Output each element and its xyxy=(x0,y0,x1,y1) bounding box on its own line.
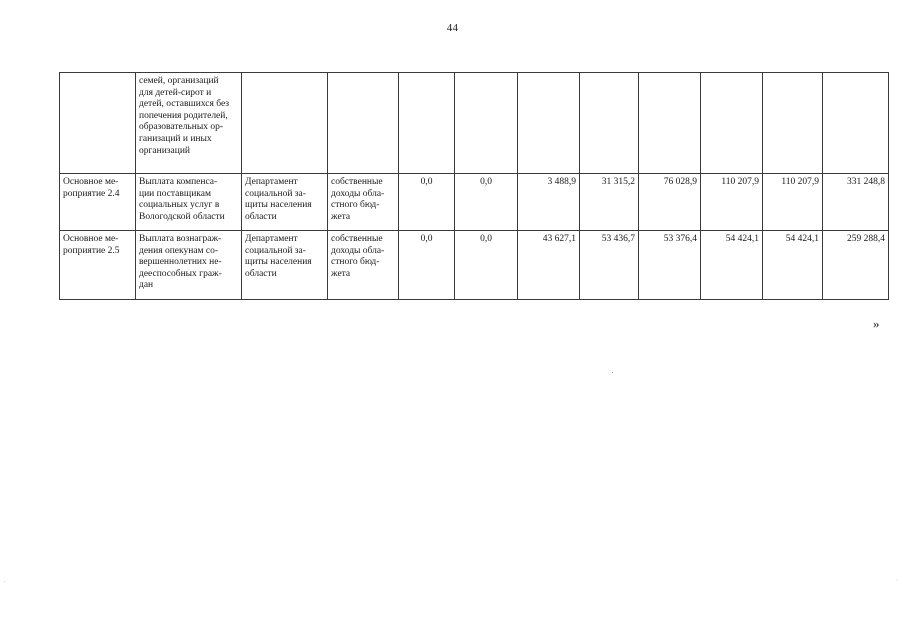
table-row xyxy=(60,174,889,231)
cell-text-line: организаций xyxy=(139,145,191,156)
cell-text-line: Основное ме- xyxy=(63,177,119,187)
value-cell-8 xyxy=(823,73,889,174)
cell-text-line: области xyxy=(245,268,277,279)
funding-source-cell xyxy=(328,231,399,300)
cell-text-line: Департамент xyxy=(245,234,298,244)
value-cell-3: 3 488,9 xyxy=(518,174,580,231)
scan-edge-mark-left: . xyxy=(4,578,6,584)
value-cell-4: 53 436,7 xyxy=(580,231,639,300)
cell-text-line: роприятие 2.5 xyxy=(63,245,120,256)
cell-text-line: щиты населения xyxy=(245,257,312,268)
event-name-cell xyxy=(136,73,242,174)
cell-text-line: доходы обла- xyxy=(331,188,385,199)
cell-text-line: области xyxy=(245,211,277,222)
value-cell-7: 110 207,9 xyxy=(763,174,823,231)
cell-text-line: образовательных ор- xyxy=(139,122,224,133)
event-name-cell xyxy=(136,174,242,231)
cell-text-line: собственные xyxy=(331,234,383,244)
cell-text-line: дения опекунам со- xyxy=(139,245,219,256)
cell-text-line: Департамент xyxy=(245,177,298,187)
value-cell-8: 331 248,8 xyxy=(823,174,889,231)
closing-quote: » xyxy=(873,316,880,331)
value-cell-3: 43 627,1 xyxy=(518,231,580,300)
cell-text-line: дан xyxy=(139,280,154,291)
value-cell-2 xyxy=(455,73,518,174)
cell-text-line: для детей-сирот и xyxy=(139,87,212,98)
table-row xyxy=(60,73,889,174)
cell-text-line: социальной за- xyxy=(245,188,306,199)
cell-text-line: детей, оставшихся без xyxy=(139,99,230,110)
cell-text-line: жета xyxy=(331,268,351,279)
cell-text-line: социальных услуг в xyxy=(139,200,220,211)
cell-text-line: Выплата компенса- xyxy=(139,177,218,187)
executor-cell xyxy=(242,231,328,300)
value-cell-1 xyxy=(399,73,455,174)
value-cell-2: 0,0 xyxy=(455,231,518,300)
cell-text-line: Выплата вознаграж- xyxy=(139,234,222,244)
value-cell-1: 0,0 xyxy=(399,231,455,300)
cell-text-line: жета xyxy=(331,211,351,222)
cell-text-line: ции поставщикам xyxy=(139,188,211,199)
cell-text-line: доходы обла- xyxy=(331,245,385,256)
value-cell-5: 76 028,9 xyxy=(639,174,701,231)
value-cell-2: 0,0 xyxy=(455,174,518,231)
cell-text-line: собственные xyxy=(331,177,383,187)
page-number: 44 xyxy=(446,22,459,34)
cell-text-line: стного бюд- xyxy=(331,200,380,211)
cell-text-line: Вологодской области xyxy=(139,211,225,222)
value-cell-5 xyxy=(639,73,701,174)
cell-text-line: вершеннолетних не- xyxy=(139,257,222,268)
cell-text-line: ганизаций и иных xyxy=(139,133,212,144)
cell-text-line: роприятие 2.4 xyxy=(63,188,120,199)
value-cell-6: 54 424,1 xyxy=(701,231,763,300)
cell-text-line: Основное ме- xyxy=(63,234,119,244)
cell-text-line: щиты населения xyxy=(245,200,312,211)
event-code-cell xyxy=(60,73,136,174)
table-row xyxy=(60,231,889,300)
event-code-cell xyxy=(60,231,136,300)
cell-text-line: семей, организаций xyxy=(139,76,219,86)
cell-text-line: попечения родителей, xyxy=(139,110,228,121)
value-cell-4: 31 315,2 xyxy=(580,174,639,231)
event-code-cell xyxy=(60,174,136,231)
executor-cell xyxy=(242,174,328,231)
funding-source-cell xyxy=(328,73,399,174)
value-cell-6 xyxy=(701,73,763,174)
value-cell-3 xyxy=(518,73,580,174)
scan-edge-mark-right: · xyxy=(896,578,898,584)
value-cell-8: 259 288,4 xyxy=(823,231,889,300)
budget-table xyxy=(59,72,889,300)
value-cell-4 xyxy=(580,73,639,174)
value-cell-7: 54 424,1 xyxy=(763,231,823,300)
event-name-cell xyxy=(136,231,242,300)
value-cell-7 xyxy=(763,73,823,174)
value-cell-6: 110 207,9 xyxy=(701,174,763,231)
funding-source-cell xyxy=(328,174,399,231)
value-cell-1: 0,0 xyxy=(399,174,455,231)
cell-text-line: стного бюд- xyxy=(331,257,380,268)
scan-speck xyxy=(612,372,613,373)
cell-text-line: социальной за- xyxy=(245,245,306,256)
cell-text-line: дееспособных граж- xyxy=(139,268,222,279)
executor-cell xyxy=(242,73,328,174)
value-cell-5: 53 376,4 xyxy=(639,231,701,300)
